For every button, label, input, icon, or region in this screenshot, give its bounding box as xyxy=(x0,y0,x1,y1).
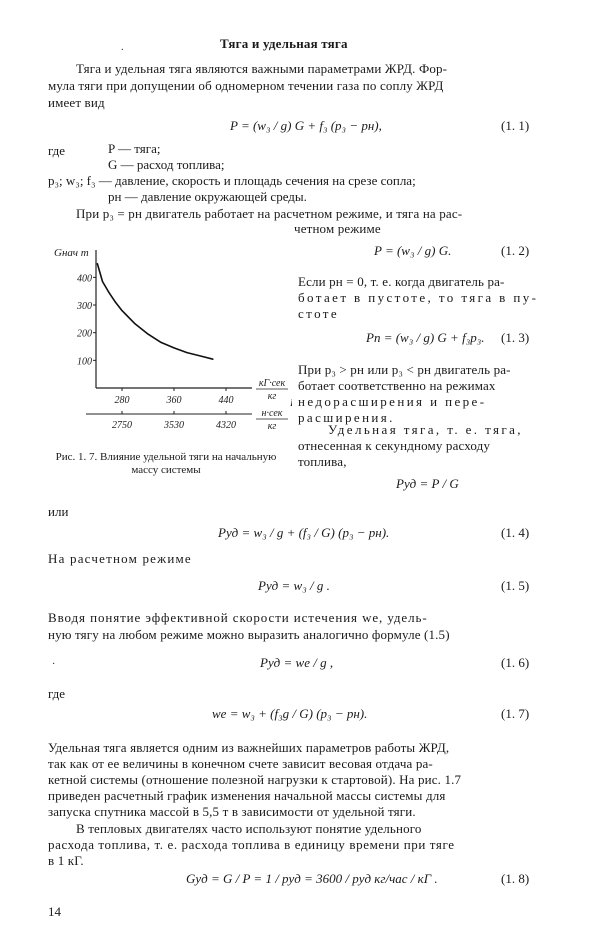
x-tick-label-top-1: 360 xyxy=(166,395,182,406)
page-number: 14 xyxy=(48,904,61,919)
data-point-9 xyxy=(186,352,187,353)
regimes-line-1: При p₃ > pн или p₃ < pн двигатель ра- xyxy=(298,362,511,377)
equation-number-1-2: (1. 2) xyxy=(501,243,530,258)
data-point-2 xyxy=(108,292,109,293)
importance-line-1: Удельная тяга является одним из важнейших параметров работы ЖРД, xyxy=(48,740,450,755)
equation-1-1: P = (w₃ / g) G + f₃ (p₃ − pн), xyxy=(230,118,382,133)
thermal-line-2: расхода топлива, т. е. расхода топлива в единицу времени при тяге xyxy=(48,837,455,852)
or-label: или xyxy=(48,504,69,519)
x-tick-label-top-2: 440 xyxy=(218,395,234,406)
where-label-2: где xyxy=(48,686,66,701)
specific-line-1: Удельная тяга, т. е. тяга, xyxy=(328,422,523,437)
equation-number-1-5: (1. 5) xyxy=(501,578,530,593)
def-thrust: P — тяга; xyxy=(108,141,161,156)
equation-number-1-4: (1. 4) xyxy=(501,525,530,540)
importance-line-2: так как от ее величины в конечном счете зависит весовая отдача ра- xyxy=(48,756,433,771)
data-point-11 xyxy=(212,359,213,360)
x-unit-top-denominator: кг xyxy=(267,391,277,402)
equation-1-4: Pуд = w₃ / g + (f₃ / G) (p₃ − pн). xyxy=(218,525,390,540)
equation-1-6: Pуд = we / g , xyxy=(260,655,334,670)
def-exit-params: p₃; w₃; f₃ — давление, скорость и площадь сечения на срезе сопла; xyxy=(48,173,416,188)
vacuum-line-2: ботает в пустоте, то тяга в пу- xyxy=(298,290,539,305)
regimes-line-3: недорасширения и пере- xyxy=(298,394,487,409)
x-tick-label-bottom-0: 2750 xyxy=(112,420,132,431)
equation-number-1-7: (1. 7) xyxy=(501,706,530,721)
figure-caption: Рис. 1. 7. Влияние удельной тяги на начальную массу системы xyxy=(55,451,277,476)
data-point-7 xyxy=(160,342,161,343)
importance-line-4: приведен расчетный график изменения начальной массы системы для xyxy=(48,788,446,803)
y-tick-label-2: 300 xyxy=(77,301,92,313)
equation-1-8: Gуд = G / P = 1 / pуд = 3600 / pуд кг/час / кГ . xyxy=(186,871,438,886)
importance-line-5: запуска спутника массой в 5,5 т в зависимости от удельной тяги. xyxy=(48,804,416,819)
vacuum-line-3: стоте xyxy=(298,306,340,321)
effective-line-1: Вводя понятие эффективной скорости истечения we, удель- xyxy=(48,610,428,625)
y-tick-label-1: 200 xyxy=(77,328,92,340)
importance-line-3: кетной системы (отношение полезной нагрузки к стартовой). На рис. 1.7 xyxy=(48,772,462,787)
design-regime-label: На расчетном режиме xyxy=(48,551,192,566)
x-axis-label xyxy=(289,397,292,409)
equation-number-1-3: (1. 3) xyxy=(501,330,530,345)
figure-1-7 xyxy=(40,236,292,446)
x-unit-bottom-denominator: кг xyxy=(267,421,277,432)
data-point-5 xyxy=(134,323,135,324)
x-unit-top-numerator: кГ·сек xyxy=(258,378,286,389)
y-tick-label-3: 400 xyxy=(77,273,92,285)
def-flow: G — расход топлива; xyxy=(108,157,225,172)
intro-line-1: Тяга и удельная тяга являются важными параметрами ЖРД. Фор- xyxy=(76,61,448,76)
design-line-2: четном режиме xyxy=(294,221,381,236)
equation-1-7: we = w₃ + (f₃g / G) (p₃ − pн). xyxy=(212,706,368,721)
regimes-line-4: расширения. xyxy=(298,410,395,425)
where-label: где xyxy=(48,143,66,158)
equation-number-1-6: (1. 6) xyxy=(501,655,530,670)
x-tick-label-top-0: 280 xyxy=(114,395,130,406)
def-ambient: pн — давление окружающей среды. xyxy=(108,189,307,204)
equation-1-5: Pуд = w₃ / g . xyxy=(258,578,330,593)
equation-number-1-1: (1. 1) xyxy=(501,118,530,133)
equation-1-2: P = (w₃ / g) G. xyxy=(374,243,452,258)
regimes-line-2: ботает соответственно на режимах xyxy=(298,378,496,393)
section-heading: Тяга и удельная тяга xyxy=(220,36,348,51)
intro-line-2: мула тяги при допущении об одномерном течении газа по соплу ЖРД xyxy=(48,78,444,93)
data-point-1 xyxy=(102,281,103,282)
design-line-1: При p₃ = pн двигатель работает на расчетном режиме, и тяга на рас- xyxy=(76,206,463,221)
mass-curve xyxy=(97,264,213,360)
y-tick-label-0: 100 xyxy=(77,356,92,368)
data-point-10 xyxy=(199,355,200,356)
effective-line-2: ную тягу на любом режиме можно выразить аналогично формуле (1.5) xyxy=(48,627,450,642)
x-unit-bottom-numerator: н·сек xyxy=(261,408,283,419)
stray-dot-2: · xyxy=(52,659,56,670)
y-axis-label: Gнач т xyxy=(54,247,89,259)
data-point-8 xyxy=(173,347,174,348)
thermal-line-3: в 1 кГ. xyxy=(48,853,84,868)
specific-line-3: топлива, xyxy=(298,454,347,469)
thermal-line-1: В тепловых двигателях часто используют понятие удельного xyxy=(76,821,422,836)
equation-number-1-8: (1. 8) xyxy=(501,871,530,886)
specific-line-2: отнесенная к секундному расходу xyxy=(298,438,491,453)
vacuum-line-1: Если pн = 0, т. е. когда двигатель ра- xyxy=(298,274,505,289)
x-tick-label-bottom-2: 4320 xyxy=(216,420,236,431)
chart-svg xyxy=(40,236,292,446)
intro-line-3: имеет вид xyxy=(48,95,105,110)
data-point-6 xyxy=(147,333,148,334)
data-point-4 xyxy=(121,310,122,311)
equation-1-3: Pп = (w₃ / g) G + f₃p₃. xyxy=(366,330,485,345)
x-tick-label-bottom-1: 3530 xyxy=(164,420,184,431)
data-point-0 xyxy=(97,263,98,264)
stray-dot: . xyxy=(121,42,124,53)
data-point-3 xyxy=(115,302,116,303)
equation-pud: Pуд = P / G xyxy=(396,476,459,491)
